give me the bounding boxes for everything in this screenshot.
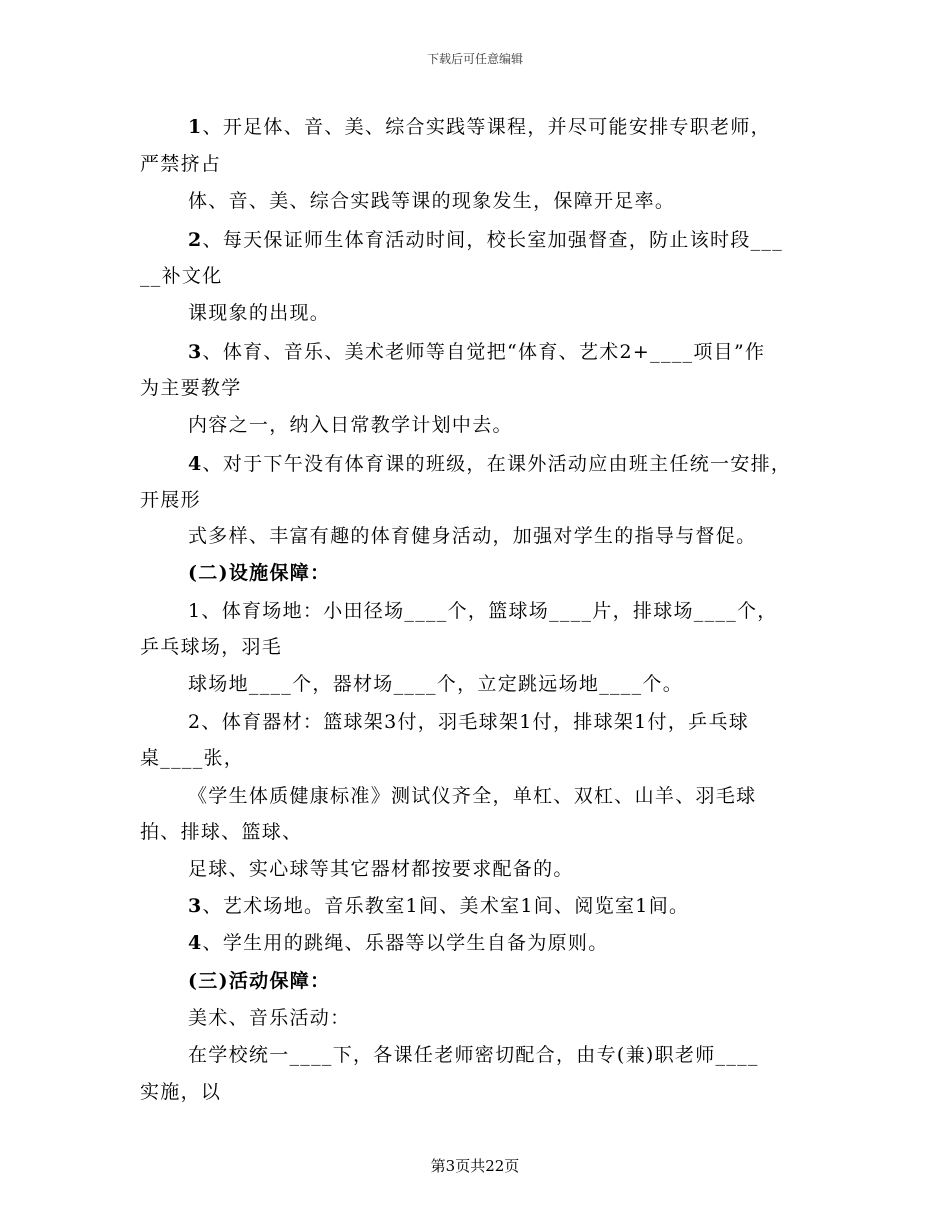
line-text: 、每天保证师生体育活动时间，校长室加强督查，防止该时段___ — [202, 229, 784, 251]
body-line-19 — [188, 783, 756, 809]
line-text: 桌____张， — [140, 747, 245, 769]
body-line-11 — [140, 487, 201, 513]
heading-text: (三)活动保障： — [188, 970, 331, 992]
line-text: 式多样、丰富有趣的体育健身活动，加强对学生的指导与督促。 — [188, 525, 757, 547]
line-text: 拍、排球、篮球、 — [140, 821, 303, 843]
line-text: 为主要教学 — [140, 377, 242, 399]
item-number: 1 — [188, 116, 203, 138]
line-text: 体、音、美、综合实践等课的现象发生，保障开足率。 — [188, 190, 676, 212]
body-line-15 — [140, 634, 282, 660]
line-text: __补文化 — [140, 265, 223, 287]
body-line-22 — [188, 893, 689, 919]
line-text: 开展形 — [140, 489, 201, 511]
body-line-26 — [188, 1042, 759, 1068]
item-number: 3 — [188, 895, 203, 917]
line-text: 球场地____个，器材场____个，立定跳远场地____个。 — [188, 673, 684, 695]
line-text: 乒乓球场，羽毛 — [140, 636, 283, 658]
line-text: 1、体育场地：小田径场____个，篮球场____片，排球场____个， — [188, 600, 778, 622]
item-number: 4 — [188, 453, 203, 475]
line-text: 课现象的出现。 — [188, 302, 331, 324]
line-text: 、对于下午没有体育课的班级，在课外活动应由班主任统一安排， — [202, 453, 792, 475]
line-text: 、开足体、音、美、综合实践等课程，并尽可能安排专职老师， — [202, 116, 771, 138]
page-footer: 第3页共22页 — [430, 1157, 520, 1175]
body-line-5 — [140, 263, 223, 289]
body-line-12 — [188, 523, 756, 549]
line-text: 严禁挤占 — [140, 153, 222, 175]
body-line-10 — [188, 451, 791, 477]
body-line-20 — [140, 819, 302, 845]
body-line-17 — [188, 709, 749, 735]
body-line-18 — [140, 745, 244, 771]
item-number: 2 — [188, 229, 203, 251]
section-heading-facilities — [188, 560, 330, 586]
body-line-27 — [140, 1079, 221, 1105]
body-line-4 — [188, 227, 783, 253]
body-line-2 — [140, 151, 221, 177]
line-text: 《学生体质健康标准》测试仪齐全，单杠、双杠、山羊、羽毛球 — [188, 785, 757, 807]
line-text: 内容之一，纳入日常教学计划中去。 — [188, 414, 513, 436]
item-number: 3 — [188, 341, 203, 363]
body-line-23 — [188, 930, 609, 956]
line-text: 2、体育器材：篮球架3付，羽毛球架1付，排球架1付，乒乓球 — [188, 711, 750, 733]
line-text: 、艺术场地。音乐教室1间、美术室1间、阅览室1间。 — [202, 895, 690, 917]
line-text: 实施，以 — [140, 1081, 222, 1103]
body-line-3 — [188, 188, 675, 214]
page-header: 下载后可任意编辑 — [426, 52, 523, 66]
body-line-7 — [188, 339, 765, 365]
line-text: 、学生用的跳绳、乐器等以学生自备为原则。 — [202, 932, 609, 954]
body-line-8 — [140, 375, 242, 401]
body-line-25 — [188, 1005, 350, 1031]
item-number: 4 — [188, 932, 203, 954]
body-line-1 — [188, 114, 771, 140]
body-line-9 — [188, 412, 513, 438]
section-heading-activities — [188, 968, 330, 994]
body-line-14 — [188, 598, 778, 624]
body-line-21 — [188, 856, 574, 882]
heading-text: (二)设施保障： — [188, 562, 331, 584]
line-text: 美术、音乐活动： — [188, 1007, 351, 1029]
line-text: 在学校统一____下，各课任老师密切配合，由专(兼)职老师____ — [188, 1044, 759, 1066]
line-text: 、体育、音乐、美术老师等自觉把“体育、艺术2+____项目”作 — [202, 341, 766, 363]
body-line-6 — [188, 300, 330, 326]
line-text: 足球、实心球等其它器材都按要求配备的。 — [188, 858, 574, 880]
body-line-16 — [188, 671, 683, 697]
